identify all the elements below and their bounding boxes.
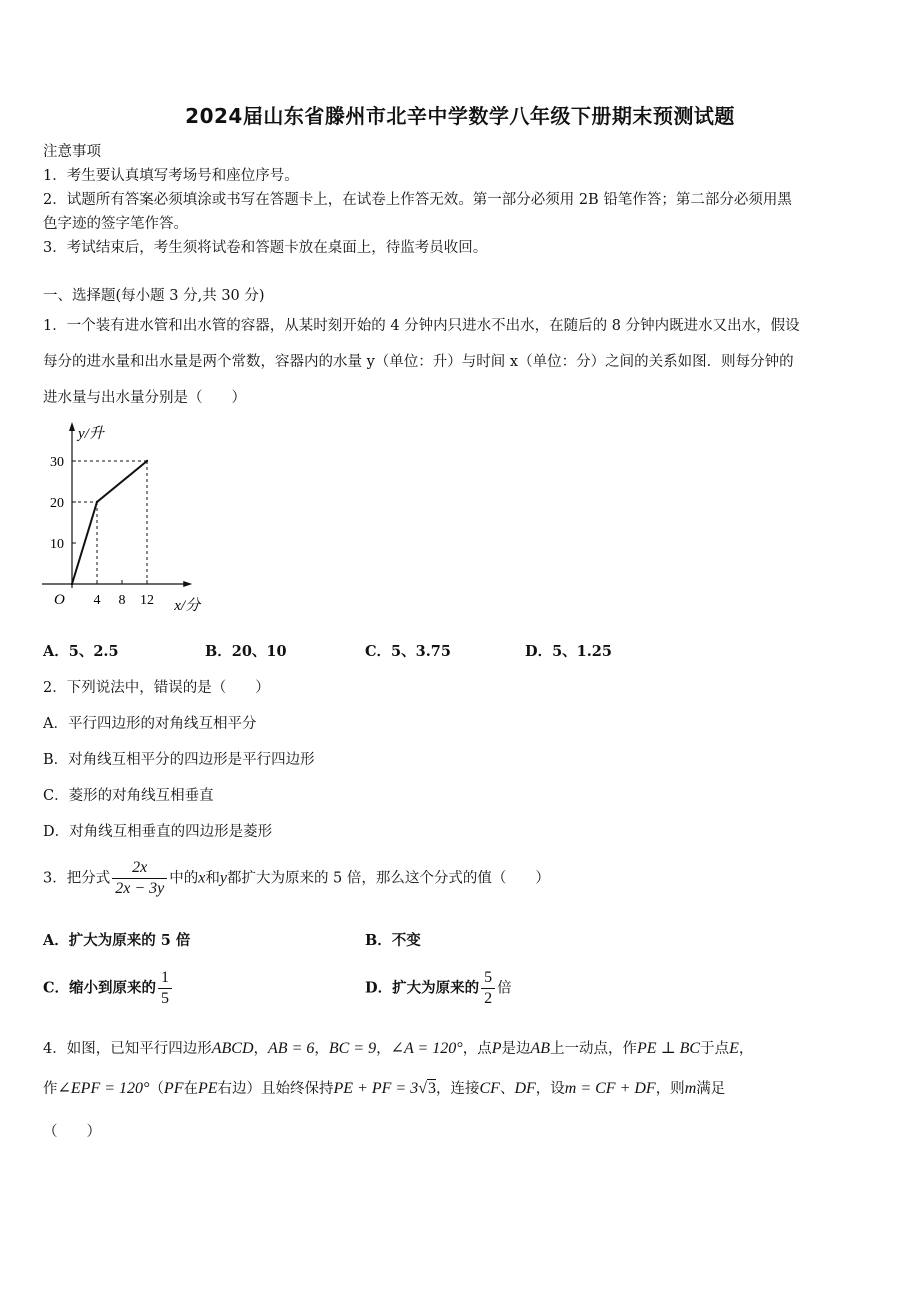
q4-text: ，点 bbox=[462, 1041, 492, 1057]
q4-text: （ bbox=[149, 1081, 164, 1097]
q4-math: DF bbox=[514, 1080, 536, 1097]
q3-stem bbox=[43, 858, 550, 899]
q3-var-x: x bbox=[198, 869, 206, 887]
q4-text: 是边 bbox=[501, 1041, 531, 1057]
note-item: 1．考生要认真填写考场号和座位序号。 bbox=[43, 168, 299, 184]
q4-math: CF bbox=[479, 1080, 500, 1097]
q3-fraction bbox=[112, 858, 167, 899]
q4-text: 满足 bbox=[696, 1081, 726, 1097]
q4-math: m = CF + DF bbox=[564, 1080, 656, 1097]
q1-option-c[interactable]: C．5、3.75 bbox=[365, 643, 451, 660]
note-item: 3．考试结束后，考生须将试卷和答题卡放在桌面上，待监考员收回。 bbox=[43, 240, 488, 256]
q4-text: ， bbox=[376, 1041, 391, 1057]
x-axis-label: x/分 bbox=[174, 598, 201, 614]
q3-option-d-num: 5 bbox=[481, 968, 495, 989]
q3-option-d[interactable] bbox=[365, 968, 512, 1009]
q1-stem-line: 进水量与出水量分别是（ ） bbox=[43, 390, 246, 406]
q4-text: ，则 bbox=[655, 1081, 685, 1097]
q4-answer-blank: （ ） bbox=[43, 1124, 101, 1140]
x-tick-label: 8 bbox=[118, 593, 126, 608]
q4-math: ∠EPF = 120° bbox=[57, 1080, 150, 1097]
x-tick-label: 4 bbox=[93, 593, 101, 608]
q4-math: AB bbox=[530, 1040, 551, 1057]
q1-option-a[interactable]: A．5、2.5 bbox=[43, 643, 119, 660]
data-point bbox=[146, 460, 148, 462]
q4-text: ， bbox=[253, 1041, 269, 1057]
q2-stem: 2．下列说法中，错误的是（ ） bbox=[43, 680, 270, 696]
q4-math: AB = 6 bbox=[268, 1040, 315, 1057]
q1-stem-line: 每分的进水量和出水量是两个常数，容器内的水量 y（单位：升）与时间 x（单位：分）之间的关系如图．则每分钟的 bbox=[43, 354, 794, 370]
q4-text: 4．如图，已知平行四边形 bbox=[43, 1041, 212, 1057]
q4-text: ，连接 bbox=[435, 1081, 480, 1097]
q3-option-b[interactable]: B．不变 bbox=[365, 932, 421, 949]
q3-option-d-suffix: 倍 bbox=[497, 980, 512, 997]
notes-heading: 注意事项 bbox=[43, 144, 101, 160]
q3-option-c-text: C．缩小到原来的 bbox=[43, 979, 157, 997]
series-line bbox=[72, 461, 147, 584]
q3-option-c-fraction bbox=[158, 968, 172, 1009]
q3-mid2: 和 bbox=[205, 870, 220, 887]
q3-option-d-text: D．扩大为原来的 bbox=[365, 979, 480, 997]
q4-sqrt-arg: 3 bbox=[427, 1080, 436, 1097]
q2-option-d[interactable]: D．对角线互相垂直的四边形是菱形 bbox=[43, 824, 273, 840]
q3-option-c-den: 5 bbox=[161, 990, 170, 1007]
q3-prefix: 3．把分式 bbox=[43, 870, 111, 887]
q4-text: 作 bbox=[43, 1081, 58, 1097]
q4-text: ， bbox=[738, 1041, 754, 1057]
q4-stem-line-2 bbox=[43, 1077, 725, 1098]
q1-option-d[interactable]: D．5、1.25 bbox=[525, 643, 612, 660]
q4-text: 、 bbox=[499, 1081, 515, 1097]
q3-option-d-den: 2 bbox=[484, 990, 493, 1007]
q2-option-a[interactable]: A．平行四边形的对角线互相平分 bbox=[43, 716, 257, 732]
note-item: 色字迹的签字笔作答。 bbox=[43, 216, 188, 232]
q1-stem-line: 1．一个装有进水管和出水管的容器，从某时刻开始的 4 分钟内只进水不出水，在随后的 8 分钟内既进水又出水，假设 bbox=[43, 318, 800, 334]
q4-math: PE bbox=[197, 1080, 218, 1097]
exam-title: 2024届山东省滕州市北辛中学数学八年级下册期末预测试题 bbox=[185, 104, 735, 128]
q2-option-b[interactable]: B．对角线互相平分的四边形是平行四边形 bbox=[43, 752, 315, 768]
q4-text: 右边）且始终保持 bbox=[217, 1081, 334, 1097]
q4-math: ∠A = 120° bbox=[390, 1040, 463, 1057]
y-axis-label: y/升 bbox=[78, 426, 104, 442]
q2-option-c[interactable]: C．菱形的对角线互相垂直 bbox=[43, 788, 214, 804]
q3-fraction-numerator: 2x bbox=[112, 858, 167, 879]
q3-option-c[interactable] bbox=[43, 968, 174, 1009]
q4-text: 上一动点，作 bbox=[550, 1041, 638, 1057]
q4-math: PE + PF = 3 bbox=[333, 1080, 419, 1097]
q1-option-b[interactable]: B．20、10 bbox=[205, 643, 287, 660]
q4-text: ，设 bbox=[535, 1081, 565, 1097]
origin-label: O bbox=[54, 592, 65, 608]
q3-fraction-denominator: 2x − 3y bbox=[115, 880, 165, 897]
x-tick-label: 12 bbox=[140, 593, 154, 608]
y-tick-label: 20 bbox=[50, 496, 64, 511]
q4-text: ， bbox=[314, 1041, 329, 1057]
data-point bbox=[71, 583, 73, 585]
y-tick-label: 30 bbox=[50, 455, 64, 470]
x-axis-arrow-icon bbox=[183, 581, 192, 587]
q4-stem-line-1 bbox=[43, 1037, 753, 1058]
q4-math: ABCD bbox=[211, 1040, 254, 1057]
q3-mid1: 中的 bbox=[169, 870, 199, 887]
q4-text: 于点 bbox=[700, 1041, 730, 1057]
q4-math: PE ⊥ BC bbox=[637, 1040, 701, 1057]
data-point bbox=[96, 501, 98, 503]
q4-math: m bbox=[684, 1080, 697, 1097]
q4-math: P bbox=[491, 1040, 502, 1057]
q3-option-a[interactable]: A．扩大为原来的 5 倍 bbox=[43, 932, 191, 949]
q1-line-chart bbox=[40, 418, 220, 618]
sqrt-icon: √ bbox=[418, 1080, 427, 1097]
y-tick-label: 10 bbox=[50, 537, 64, 552]
y-axis-arrow-icon bbox=[69, 422, 75, 431]
q4-math: E bbox=[729, 1040, 739, 1057]
q4-text: 在 bbox=[183, 1081, 198, 1097]
q4-math: PF bbox=[163, 1080, 184, 1097]
q4-math: BC = 9 bbox=[328, 1040, 377, 1057]
q3-option-c-num: 1 bbox=[158, 968, 172, 989]
note-item: 2．试题所有答案必须填涂或书写在答题卡上，在试卷上作答无效。第一部分必须用 2B 铅笔作答；第二部分必须用黑 bbox=[43, 192, 792, 208]
section-heading: 一、选择题(每小题 3 分,共 30 分) bbox=[43, 288, 265, 304]
q3-suffix: 都扩大为原来的 5 倍，那么这个分式的值（ ） bbox=[226, 870, 550, 887]
q3-option-d-fraction bbox=[481, 968, 495, 1009]
q3-var-y: y bbox=[219, 869, 227, 887]
